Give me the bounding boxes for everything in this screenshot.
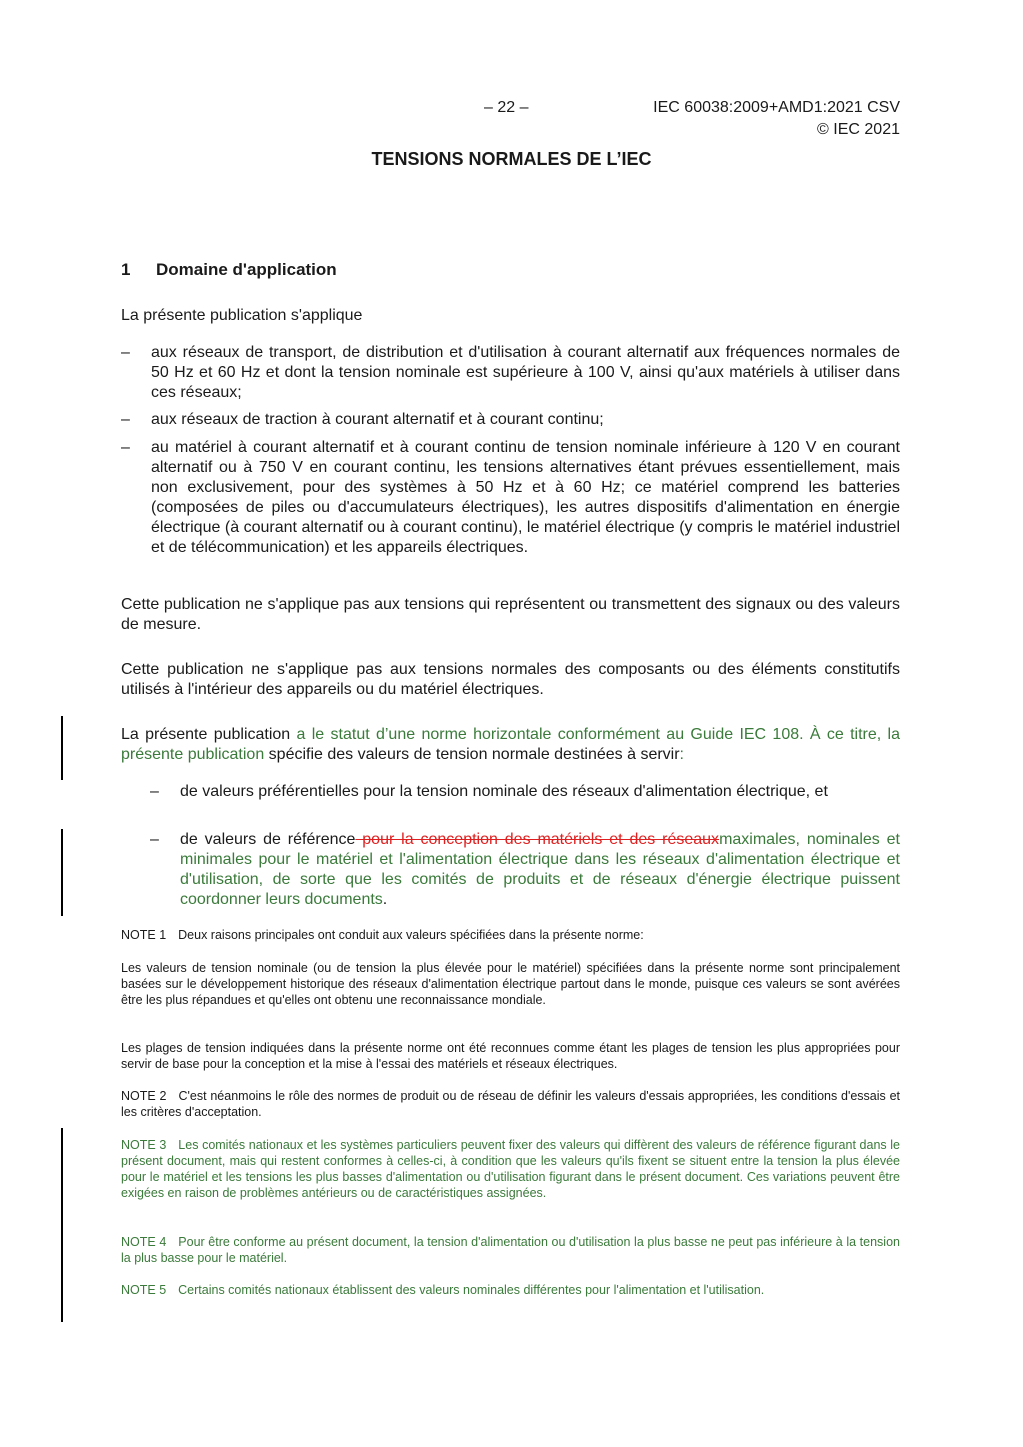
- list-item-text: aux réseaux de traction à courant alternatif et à courant continu;: [151, 411, 604, 428]
- text-run: .: [382, 891, 388, 908]
- section-heading: [121, 259, 337, 281]
- note-text: Deux raisons principales ont conduit aux valeurs spécifiées dans la présente norme:: [178, 928, 644, 942]
- note-text: Les comités nationaux et les systèmes particuliers peuvent fixer des valeurs qui diffèrent des valeurs de référence figurant dans le présent document, mais qui restent conformes à celles-ci, à condition que les valeurs qu'ils fixent se situent entre la tension la plus élevée pour le matériel et les tensions les plus basses d'alimentation ou d'utilisation figurant dans le présent document. Ces variations peuvent être exigées en raison de problèmes antérieurs ou de caractéristiques assignées.: [121, 1138, 900, 1200]
- note-label: NOTE 4: [121, 1235, 167, 1249]
- note-4: [121, 1234, 900, 1266]
- section-number: 1: [121, 260, 131, 279]
- standard-id: IEC 60038:2009+AMD1:2021 CSV: [653, 99, 900, 116]
- note-text: C'est néanmoins le rôle des normes de produit ou de réseau de définir les valeurs d'essais appropriées, les conditions d'essais et les critères d'acceptation.: [121, 1089, 900, 1119]
- section-title: Domaine d'application: [156, 260, 337, 279]
- deleted-text: pour la conception des matériels et des réseaux: [355, 831, 720, 848]
- note-label: NOTE 1: [121, 928, 167, 942]
- scope-list: [121, 343, 900, 403]
- note-paragraph: Les plages de tension indiquées dans la présente norme ont été reconnues comme étant les plages de tension les plus appropriées pour servir de base pour la conception et la mise à l'essai des matériels et réseaux électriques.: [121, 1041, 900, 1071]
- inserted-text: :: [679, 746, 684, 763]
- note-text: Certains comités nationaux établissent des valeurs nominales différentes pour l'alimentation et l'utilisation.: [178, 1283, 765, 1297]
- change-bar: [61, 1128, 63, 1322]
- note-5: [121, 1282, 900, 1298]
- list-item-text: de valeurs préférentielles pour la tension nominale des réseaux d'alimentation électrique, et: [180, 783, 828, 800]
- amended-paragraph: [121, 725, 900, 765]
- dash-marker: –: [150, 831, 159, 848]
- note-1: [121, 927, 900, 943]
- text-run: spécifie des valeurs de tension normale destinées à servir: [264, 746, 680, 763]
- inserted-text: a le statut d’une norme horizontale conformément au Guide IEC 108. À ce titre, la présente publication: [121, 726, 900, 763]
- paragraph: Cette publication ne s'applique pas aux tensions qui représentent ou transmettent des signaux ou des valeurs de mesure.: [121, 596, 900, 633]
- list-item-text: aux réseaux de transport, de distribution et d'utilisation à courant alternatif aux fréquences normales de 50 Hz et 60 Hz et dont la tension nominale est supérieure à 100 V, ainsi qu'aux matériels à utiliser dans ces réseaux;: [151, 344, 900, 401]
- text-run: de valeurs de référence: [180, 831, 356, 848]
- dash-marker: –: [121, 411, 130, 428]
- intro-text: La présente publication s'applique: [121, 307, 363, 324]
- list-item-text: [180, 830, 900, 910]
- note-text: Pour être conforme au présent document, la tension d'alimentation ou d'utilisation la plus basse ne peut pas inférieure à la tension la plus basse pour le matériel.: [121, 1235, 900, 1265]
- inserted-text: maximales, nominales et minimales pour le matériel et l'alimentation électrique dans les réseaux d'alimentation électrique et d'utilisation, de sorte que les comités de produits et de réseaux d'énergie électrique puissent coordonner leurs documents: [180, 831, 900, 908]
- note-label: NOTE 5: [121, 1283, 167, 1297]
- paragraph: Cette publication ne s'applique pas aux tensions normales des composants ou des éléments constitutifs utilisés à l'intérieur des appareils ou du matériel électriques.: [121, 661, 900, 698]
- dash-marker: –: [150, 783, 159, 800]
- document-title: TENSIONS NORMALES DE L’IEC: [371, 149, 652, 169]
- change-bar: [61, 716, 63, 780]
- note-label: NOTE 2: [121, 1089, 167, 1103]
- note-paragraph: Les valeurs de tension nominale (ou de tension la plus élevée pour le matériel) spécifiées dans la présente norme sont principalement basées sur le développement historique des réseaux d'alimentation électrique partout dans le monde, puisque ces valeurs se sont avérées être les plus répandues et qu'elles ont obtenu une reconnaissance mondiale.: [121, 961, 900, 1007]
- list-item: [121, 343, 900, 403]
- page-number: – 22 –: [484, 99, 529, 116]
- dash-marker: –: [121, 344, 130, 361]
- text-run: La présente publication: [121, 726, 297, 743]
- copyright: © IEC 2021: [817, 121, 900, 138]
- note-2: [121, 1088, 900, 1120]
- dash-marker: –: [121, 439, 130, 456]
- note-label: NOTE 3: [121, 1138, 167, 1152]
- change-bar: [61, 829, 63, 916]
- list-item-text: au matériel à courant alternatif et à courant continu de tension nominale inférieure à 120 V en courant alternatif ou à 750 V en courant continu, les tensions alternatives étant prévues essentiellement, mais non exclusivement, pour des systèmes à 50 Hz et à 60 Hz; ce matériel comprend les batteries (composées de piles ou d'accumulateurs électriques), les autres dispositifs d'alimentation en énergie électrique (à courant alternatif ou à courant continu), le matériel électrique (y compris le matériel industriel et de télécommunication) et les appareils électriques.: [151, 439, 900, 556]
- note-3: [121, 1137, 900, 1201]
- document-reference: [580, 97, 900, 141]
